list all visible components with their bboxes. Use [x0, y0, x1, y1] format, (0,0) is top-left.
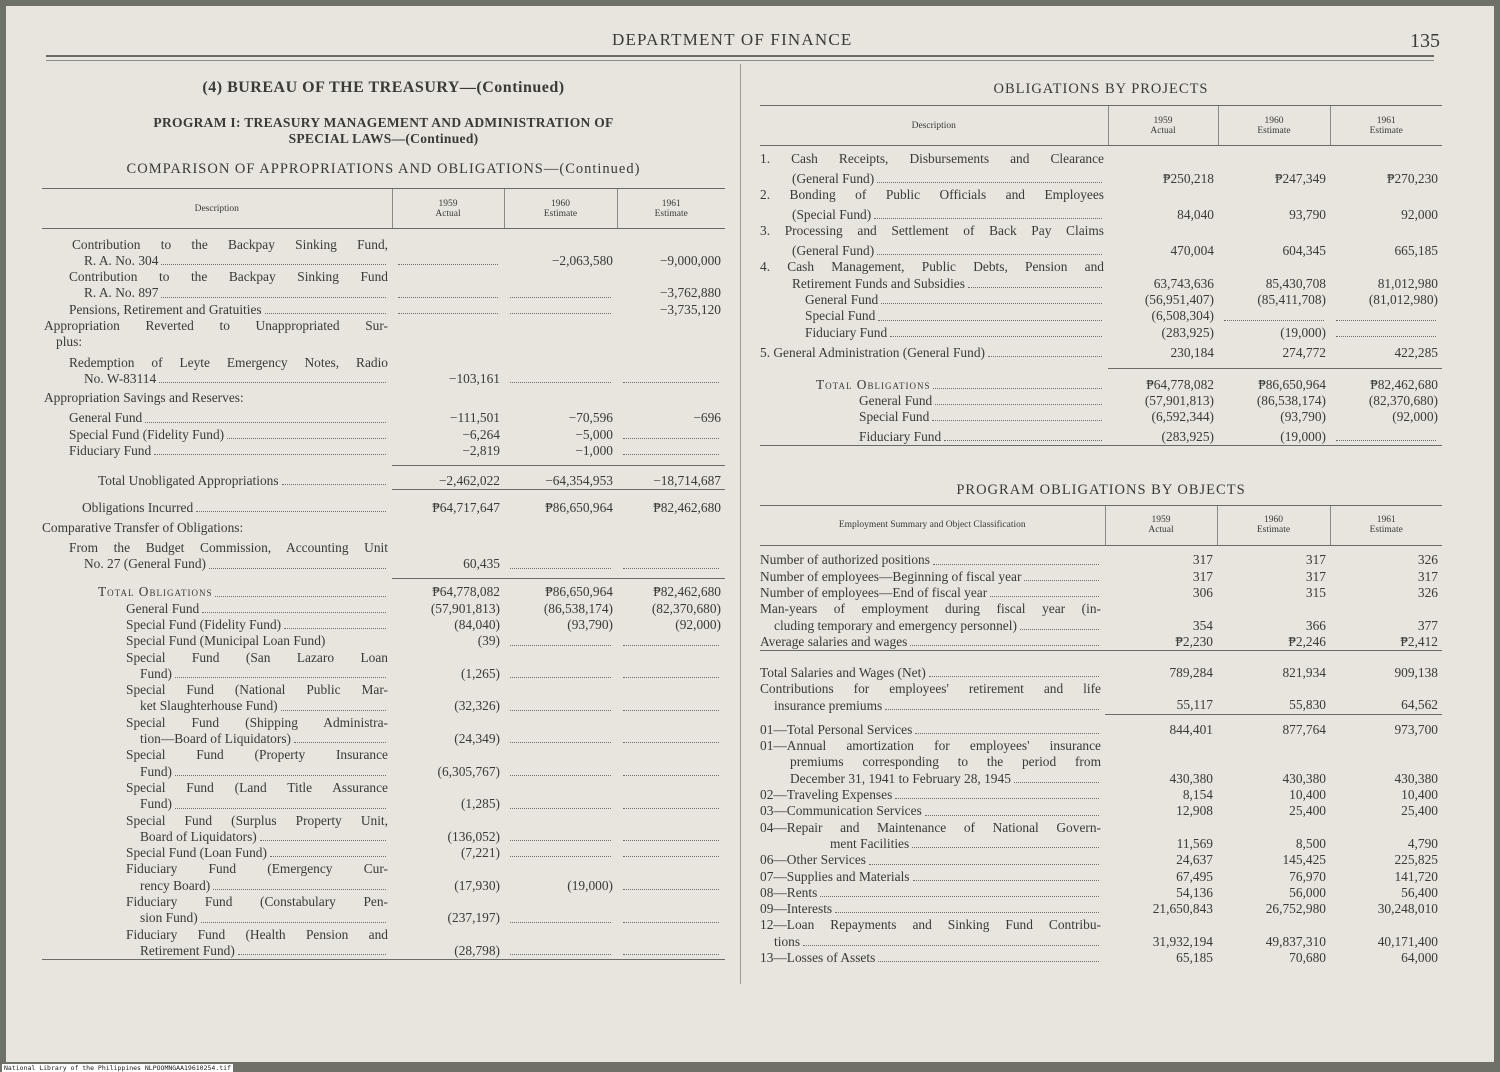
header-rule-thin: [46, 60, 1434, 61]
table-row: Appropriation Reverted to Unappropriated Sur-: [44, 317, 388, 333]
table-row: Fiduciary Fund (283,925) (19,000): [760, 325, 1442, 341]
table-row: 13—Losses of Assets 65,185 70,680 64,000: [760, 950, 1438, 965]
col-header-1961: 1961 Estimate: [1330, 505, 1442, 545]
table-row: sion Fund) (237,197): [42, 910, 725, 926]
table-row: Fiduciary Fund (Health Pension and: [126, 926, 388, 942]
table-row: premiums corresponding to the period from: [790, 754, 1101, 770]
table-row: Special Fund (6,508,304): [760, 308, 1442, 324]
table-row: Special Fund (Surplus Property Unit,: [126, 812, 388, 828]
table-row: Fund) (1,265): [42, 666, 725, 682]
table-row: (General Fund) 470,004 604,345 665,185: [792, 243, 1438, 259]
comparison-table: [42, 188, 725, 960]
table-row: Special Fund (Shipping Administra-: [126, 714, 388, 730]
table-row: Total Salaries and Wages (Net) 789,284 821,934 909,138: [760, 664, 1438, 680]
projects-table-title: OBLIGATIONS BY PROJECTS: [993, 81, 1209, 97]
table-row: Special Fund (Fidelity Fund) (84,040) (93,790) (92,000): [126, 616, 721, 632]
col-header-description: Description: [760, 106, 1108, 146]
col-header-1960: 1960 Estimate: [504, 189, 617, 229]
table-row: Special Fund (Land Title Assurance: [126, 779, 388, 795]
table-row: ket Slaughterhouse Fund) (32,326): [42, 698, 725, 714]
right-column: [760, 66, 1442, 966]
table-row: Fiduciary Fund −2,819 −1,000: [42, 443, 725, 459]
left-column: [42, 66, 725, 960]
table-row: 3. Processing and Settlement of Back Pay Claims: [760, 223, 1104, 239]
table-row: Obligations Incurred ₱64,717,647 ₱86,650,964 ₱82,462,680: [42, 489, 725, 516]
table-row: Number of employees—End of fiscal year 306 315 326: [760, 585, 1438, 601]
table-row: General Fund (57,901,813) (86,538,174) (82,370,680): [126, 600, 721, 616]
table-row: 4. Cash Management, Public Debts, Pension and: [760, 259, 1104, 275]
table-row: General Fund (57,901,813) (86,538,174) (82,370,680): [859, 392, 1438, 408]
table-row: cluding temporary and emergency personnel) 354 366 377: [774, 617, 1438, 633]
table-row: Special Fund (Loan Fund) (7,221): [42, 845, 725, 861]
table-row: December 31, 1941 to February 28, 1945 430,380 430,380 430,380: [790, 770, 1438, 786]
table-row: Total Unobligated Appropriations −2,462,022 −64,354,953 −18,714,687: [42, 465, 725, 489]
table-row: 5. General Administration (General Fund) 230,184 274,772 422,285: [760, 344, 1438, 360]
header-rule: [46, 55, 1434, 57]
objects-table: [760, 505, 1442, 966]
table-row: Contribution to the Backpay Sinking Fund,: [72, 236, 388, 252]
table-row: Retirement Fund) (28,798): [42, 943, 725, 960]
table-row: Special Fund (6,592,344) (93,790) (92,000): [859, 409, 1438, 425]
page-header-title: DEPARTMENT OF FINANCE: [612, 30, 853, 49]
col-header-description: Employment Summary and Object Classification: [760, 505, 1105, 545]
table-row: General Fund (56,951,407) (85,411,708) (81,012,980): [805, 291, 1438, 307]
comparison-table-title: COMPARISON OF APPROPRIATIONS AND OBLIGATIONS—(Continued): [126, 161, 641, 177]
table-header-row: [760, 106, 1442, 146]
table-row: Fiduciary Fund (Emergency Cur-: [126, 861, 388, 877]
table-row: 07—Supplies and Materials 67,495 76,970 141,720: [760, 868, 1438, 884]
table-row: 1. Cash Receipts, Disbursements and Clearance: [760, 150, 1104, 166]
document-page: [6, 6, 1494, 1062]
table-row: 09—Interests 21,650,843 26,752,980 30,248,010: [760, 901, 1438, 917]
table-row: Redemption of Leyte Emergency Notes, Radio: [69, 354, 388, 370]
table-row: 01—Total Personal Services 844,401 877,764 973,700: [760, 714, 1442, 738]
table-row: General Fund −111,501 −70,596 −696: [69, 410, 721, 426]
table-row: 04—Repair and Maintenance of National Govern-: [760, 819, 1101, 835]
table-row: R. A. No. 304 −2,063,580 −9,000,000: [84, 252, 721, 268]
table-row: 08—Rents 54,136 56,000 56,400: [760, 884, 1438, 900]
table-row: Pensions, Retirement and Gratuities −3,735,120: [69, 301, 721, 317]
table-row: Man-years of employment during fiscal year (in-: [760, 601, 1101, 617]
table-row: Special Fund (Municipal Loan Fund) (39): [42, 633, 725, 649]
table-row: Average salaries and wages ₱2,230 ₱2,246 ₱2,412: [760, 634, 1442, 651]
table-row: tion—Board of Liquidators) (24,349): [42, 731, 725, 747]
table-row: tions 31,932,194 49,837,310 40,171,400: [774, 933, 1438, 949]
col-header-1960: 1960 Estimate: [1218, 106, 1330, 146]
table-row: Comparative Transfer of Obligations:: [42, 520, 244, 536]
col-header-1959: 1959 Actual: [392, 189, 504, 229]
table-row: Appropriation Savings and Reserves:: [44, 390, 244, 406]
table-row: Number of authorized positions 317 317 326: [760, 552, 1438, 568]
table-row: Board of Liquidators) (136,052): [42, 829, 725, 845]
table-row: plus:: [56, 334, 83, 350]
table-row: 02—Traveling Expenses 8,154 10,400 10,400: [760, 787, 1438, 803]
objects-table-title: PROGRAM OBLIGATIONS BY OBJECTS: [956, 481, 1246, 498]
table-row: Total Obligations ₱64,778,082 ₱86,650,964 ₱82,462,680: [760, 369, 1442, 393]
table-row: 01—Annual amortization for employees' insurance: [760, 738, 1101, 754]
table-row: Special Fund (San Lazaro Loan: [126, 649, 388, 665]
table-row: Special Fund (National Public Mar-: [126, 682, 388, 698]
col-header-1960: 1960 Estimate: [1217, 505, 1330, 545]
table-row: 2. Bonding of Public Officials and Employees: [760, 186, 1104, 202]
table-row: No. 27 (General Fund) 60,435: [42, 556, 725, 572]
table-row: Special Fund (Property Insurance: [126, 747, 388, 763]
table-row: 12—Loan Repayments and Sinking Fund Contribu-: [760, 917, 1101, 933]
table-row: Contribution to the Backpay Sinking Fund: [69, 269, 388, 285]
table-row: rency Board) (17,930) (19,000): [42, 878, 725, 894]
table-header-row: [42, 189, 725, 229]
table-row: R. A. No. 897 −3,762,880: [84, 285, 721, 301]
col-header-description: Description: [42, 189, 392, 229]
table-row: 03—Communication Services 12,908 25,400 25,400: [760, 803, 1438, 819]
table-row: Total Obligations ₱64,778,082 ₱86,650,964 ₱82,462,680: [42, 579, 725, 601]
table-row: Fiduciary Fund (Constabulary Pen-: [126, 894, 388, 909]
table-row: insurance premiums 55,117 55,830 64,562: [774, 697, 1438, 713]
program-title-line-2: SPECIAL LAWS—(Continued): [288, 131, 479, 146]
table-row: From the Budget Commission, Accounting Unit: [69, 540, 388, 556]
table-header-row: [760, 505, 1442, 545]
section-title: (4) BUREAU OF THE TREASURY—(Continued): [202, 79, 565, 96]
table-row: (Special Fund) 84,040 93,790 92,000: [792, 206, 1438, 222]
col-header-1959: 1959 Actual: [1105, 505, 1217, 545]
col-header-1959: 1959 Actual: [1108, 106, 1218, 146]
table-row: 06—Other Services 24,637 145,425 225,825: [760, 852, 1438, 868]
projects-table: [760, 105, 1442, 446]
table-row: No. W-83114 −103,161: [42, 371, 725, 387]
table-row: Number of employees—Beginning of fiscal year 317 317 317: [760, 568, 1438, 584]
table-row: (General Fund) ₱250,218 ₱247,349 ₱270,230: [792, 170, 1438, 186]
col-header-1961: 1961 Estimate: [1330, 106, 1442, 146]
column-separator: [740, 64, 741, 984]
program-title: [42, 115, 725, 147]
page-number: 135: [1410, 30, 1440, 52]
table-row: Fiduciary Fund (283,925) (19,000): [760, 425, 1442, 445]
table-row: Special Fund (Fidelity Fund) −6,264 −5,000: [42, 427, 725, 443]
table-row: Retirement Funds and Subsidies 63,743,636 85,430,708 81,012,980: [792, 275, 1438, 291]
col-header-1961: 1961 Estimate: [617, 189, 725, 229]
program-title-line-1: PROGRAM I: TREASURY MANAGEMENT AND ADMINISTRATION OF: [153, 115, 614, 130]
table-row: ment Facilities 11,569 8,500 4,790: [830, 835, 1438, 851]
scan-footer-caption: National Library of the Philippines NLPOOMNGAA19610254.tif: [4, 1064, 231, 1072]
table-row: Fund) (1,285): [42, 796, 725, 812]
table-row: Contributions for employees' retirement and life: [760, 681, 1101, 697]
table-row: Fund) (6,305,767): [42, 764, 725, 780]
